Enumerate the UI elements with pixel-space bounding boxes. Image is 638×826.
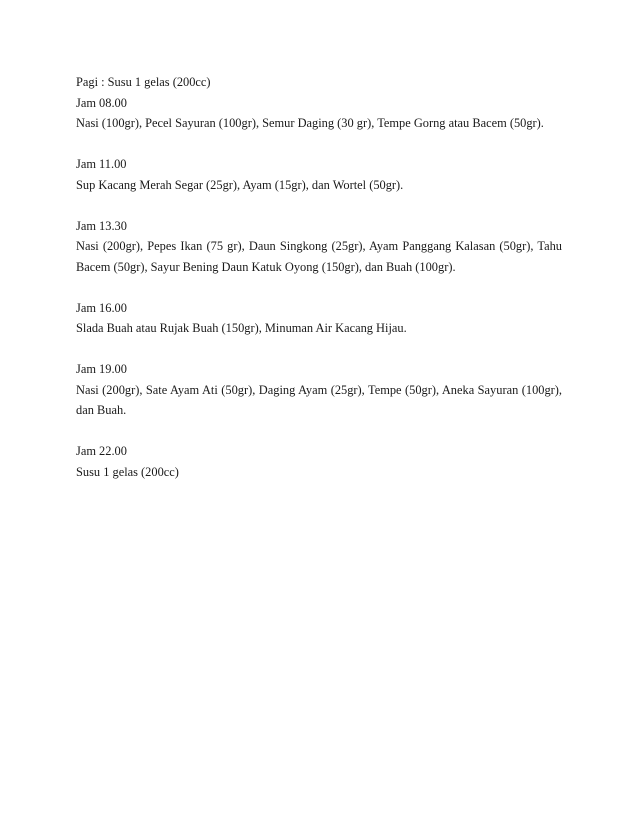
time-heading-2200: Jam 22.00 bbox=[76, 444, 127, 458]
menu-text-1600: Slada Buah atau Rujak Buah (150gr), Minuman Air Kacang Hijau. bbox=[76, 321, 407, 335]
section-1330 bbox=[76, 216, 562, 278]
menu-text-0800: Nasi (100gr), Pecel Sayuran (100gr), Semur Daging (30 gr), Tempe Gorng atau Bacem (50gr). bbox=[76, 116, 544, 130]
meal-schedule bbox=[76, 72, 562, 503]
morning-milk-line: Pagi : Susu 1 gelas (200cc) bbox=[76, 75, 211, 89]
menu-text-1100: Sup Kacang Merah Segar (25gr), Ayam (15gr), dan Wortel (50gr). bbox=[76, 177, 404, 192]
time-heading-1330: Jam 13.30 bbox=[76, 218, 127, 233]
section-pagi bbox=[76, 72, 562, 134]
time-heading-1600: Jam 16.00 bbox=[76, 300, 127, 315]
menu-text-1900: Nasi (200gr), Sate Ayam Ati (50gr), Daging Ayam (25gr), Tempe (50gr), Aneka Sayuran (100gr), dan Buah. bbox=[76, 382, 562, 417]
menu-text-1330: Nasi (200gr), Pepes Ikan (75 gr), Daun Singkong (25gr), Ayam Panggang Kalasan (50gr), Tahu Bacem (50gr), Sayur Bening Daun Katuk Oyong (150gr), dan Buah (100gr). bbox=[76, 239, 562, 274]
section-1900 bbox=[76, 359, 562, 421]
time-heading-1900: Jam 19.00 bbox=[76, 362, 127, 376]
menu-text-2200: Susu 1 gelas (200cc) bbox=[76, 464, 179, 479]
section-2200 bbox=[76, 441, 562, 482]
time-heading-0800: Jam 08.00 bbox=[76, 95, 127, 110]
time-heading-1100: Jam 11.00 bbox=[76, 157, 127, 171]
section-1600 bbox=[76, 298, 562, 339]
section-1100 bbox=[76, 154, 562, 195]
